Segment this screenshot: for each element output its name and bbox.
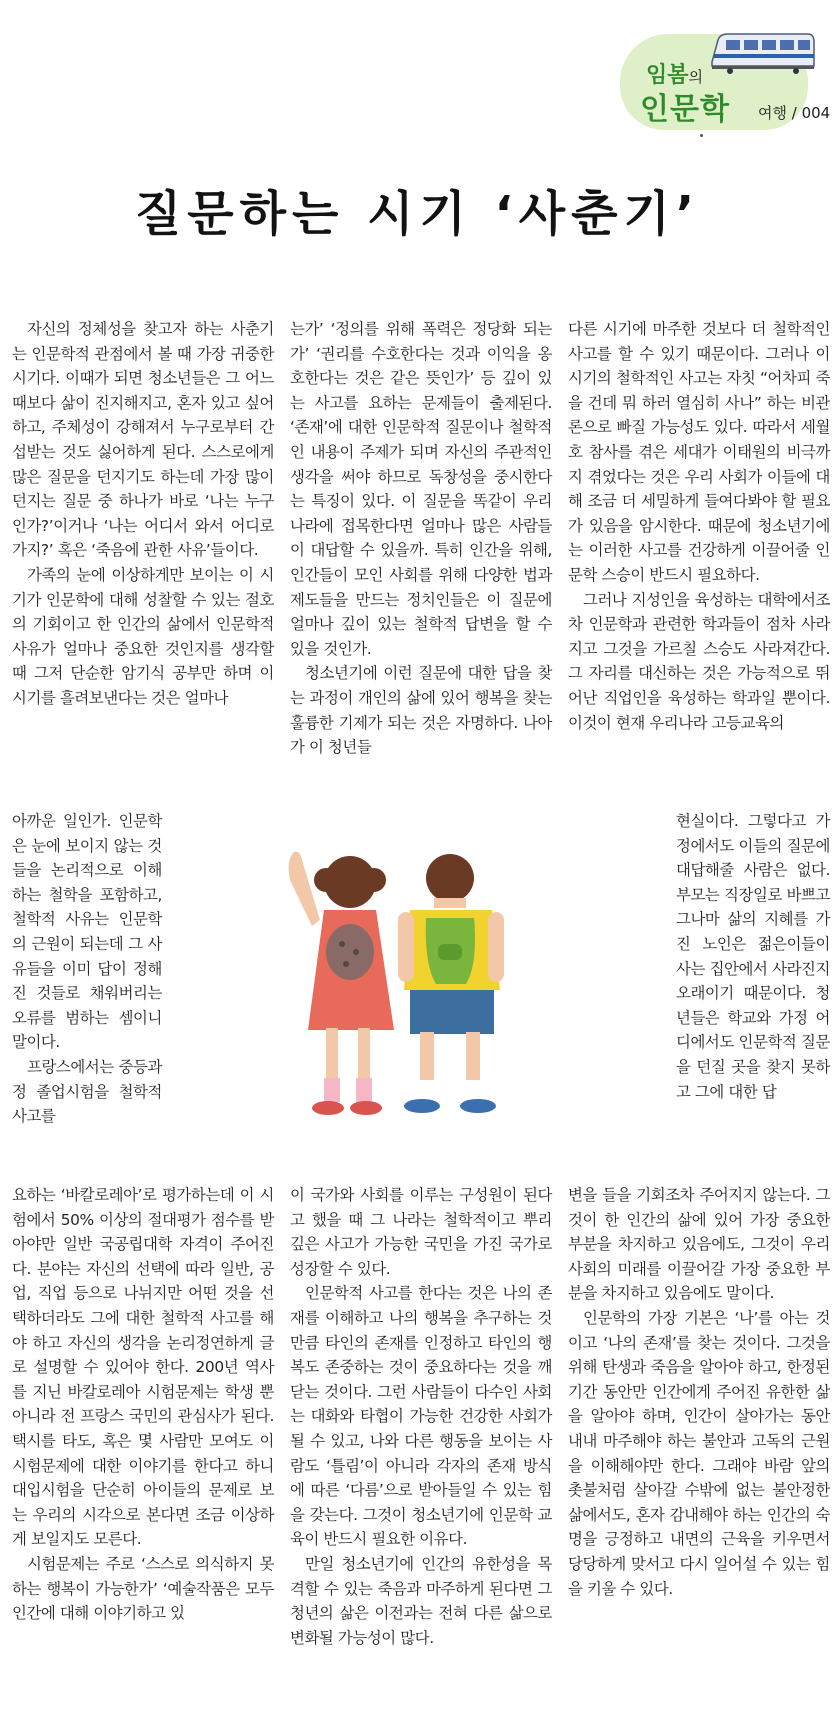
train-icon [708,22,816,82]
column-2-top [290,317,552,760]
badge-dot [700,134,703,137]
paragraph: 가족의 눈에 이상하게만 보이는 이 시기가 인문학에 대해 성찰할 수 있는 절호의 기회이고 한 인간의 삶에서 인문학적 사유가 얼마나 중요한 것인지를 생각할 때 그저 단순한 암기식 공부만 하며 이 시기를 흘려보낸다는 것은 얼마나 [12,565,274,707]
paragraph: 아까운 일인가. 인문학은 눈에 보이지 않는 것들을 논리적으로 이해하는 철학을 포함하고, 철학적 사유는 인문학의 근원이 되는데 그 사유들을 이미 답이 정해진 것들로 채워버리는 오류를 범하는 셈이니 말이다. [12,812,162,1052]
column-2-bottom [290,1183,552,1650]
column-3-top [568,317,830,735]
series-name: 인문학 [640,92,730,127]
paragraph: 요하는 ‘바칼로레아’로 평가하는데 이 시험에서 50% 이상의 절대평가 점수를 받아야만 일반 국공립대학 자격이 주어진다. 분야는 자신의 선택에 따라 일반, 공업, 직업 등으로 나뉘지만 어떤 것을 선택하더라도 그에 대한 철학적 사고를 해야 하고 자신의 생각을 논리정연하게 글로 설명할 수 있어야 한다. 200년 역사를 지닌 바칼로레아 시험문제는 학생 뿐 아니라 전 프랑스 국민의 관심사가 된다. 택시를 타도, 혹은 몇 사람만 모여도 이 시험문제에 대한 이야기를 한다고 하니 대입시험을 단순히 아이들의 문제로 보는 우리의 시각으로 본다면 조금 이상하게 보일지도 모른다. [12,1186,274,1549]
paragraph: 인문학적 사고를 한다는 것은 나의 존재를 이해하고 나의 행복을 추구하는 것만큼 타인의 존재를 인정하고 타인의 행복도 존중하는 것이 중요하다는 것을 깨닫는 것이다. 그런 사람들이 다수인 사회는 대화와 타협이 가능한 건강한 사회가 될 수 있고, 나와 다른 행동을 보이는 사람도 ‘틀림’이 아니라 각자의 존재 방식에 따른 ‘다름’으로 받아들일 수 있는 힘을 갖는다. 그것이 청소년기에 인문학 교육이 반드시 필요한 이유다. [290,1284,552,1549]
children-illustration [260,840,570,1160]
paragraph: 프랑스에서는 중등과정 졸업시험을 철학적 사고를 [12,1057,162,1126]
column-3-wrap [676,809,830,1104]
boy-figure [398,854,504,1113]
paragraph: 이 국가와 사회를 이루는 구성원이 된다고 했을 때 그 나라는 철학적이고 뿌리 깊은 사고가 가능한 국민을 가진 국가로 성장할 수 있다. [290,1186,552,1278]
column-3-bottom [568,1183,830,1601]
paragraph: 자신의 정체성을 찾고자 하는 사춘기는 인문학적 관점에서 볼 때 가장 귀중한 시기다. 이때가 되면 청소년들은 그 어느 때보다 삶이 진지해지고, 혼자 있고 싶어 하고, 주체성이 강해져서 누구로부터 간섭받는 것도 싫어하게 된다. 스스로에게 많은 질문을 던지기도 하는데 가장 많이 던지는 질문 중 하나가 바로 ‘나는 누구인가?’이거나 ‘나는 어디서 와서 어디로 가지?’ 혹은 ‘죽음에 관한 사유’들이다. [12,320,274,560]
column-1-wrap [12,809,162,1129]
paragraph: 다른 시기에 마주한 것보다 더 철학적인 사고를 할 수 있기 때문이다. 그러나 이 시기의 철학적인 사고는 자칫 “어차피 죽을 건데 뭐 하러 열심히 사나” 하는 비관론으로 빠질 가능성도 있다. 따라서 세월호 참사를 겪은 세대가 이태원의 비극까지 겪었다는 것은 우리 사회가 이들에 대해 조금 더 세밀하게 들여다봐야 할 필요가 있음을 암시한다. 때문에 청소년기에는 이러한 사고를 건강하게 이끌어줄 인문학 스승이 반드시 필요하다. [568,320,830,584]
paragraph: 시험문제는 주로 ‘스스로 의식하지 못하는 행복이 가능한가’ ‘예술작품은 모두 인간에 대해 이야기하고 있 [12,1554,274,1623]
column-1-top [12,317,274,711]
paragraph: 청소년기에 이런 질문에 대한 답을 찾는 과정이 개인의 삶에 있어 행복을 찾는 훌륭한 기제가 되는 것은 자명하다. 나아가 이 청년들 [290,664,552,757]
paragraph: 그러나 지성인을 육성하는 대학에서조차 인문학과 관련한 학과들이 점차 사라지고 그것을 가르칠 스승도 사라져간다. 그 자리를 대신하는 것은 가능적으로 뛰어난 직업인을 육성하는 학과일 뿐이다. 이것이 현재 우리나라 고등교육의 [568,590,830,732]
girl-figure [289,852,394,1115]
paragraph: 만일 청소년기에 인간의 유한성을 목격할 수 있는 죽음과 마주하게 된다면 그 청년의 삶은 이전과는 전혀 다른 삶으로 변화될 가능성이 많다. [290,1554,552,1647]
paragraph: 인문학의 가장 기본은 ‘나’를 아는 것이고 ‘나의 존재’를 찾는 것이다. 그것을 위해 탄생과 죽음을 알아야 하고, 한정된 기간 동안만 인간에게 주어진 유한한 삶을 알아야 하며, 인간이 살아가는 동안 내내 마주해야 하는 불안과 고독의 근원을 이해해야만 한다. 그래야 바람 앞의 촛불처럼 살아갈 수밖에 없는 불안정한 삶에서도, 혼자 감내해야 하는 인간의 숙명을 긍정하고 내면의 근육을 키우면서 당당하게 맞서고 다시 일어설 수 있는 힘을 키울 수 있다. [568,1308,830,1598]
series-badge [620,22,831,134]
article-title: 질문하는 시기 ‘사춘기’ [134,186,701,242]
column-1-bottom [12,1183,274,1626]
series-issue: 여행 / 004 [758,104,831,122]
paragraph: 현실이다. 그렇다고 가정에서도 이들의 질문에 대답해줄 사람은 없다. 부모는 직장일로 바쁘고 그나마 삶의 지혜를 가진 노인은 젊은이들이 사는 집안에서 사라진지 오래이기 때문이다. 청년들은 학교와 가정 어디에서도 인문학적 질문을 던질 곳을 찾지 못하고 그에 대한 답 [676,812,830,1101]
series-brand: 임봄의 [646,63,704,88]
paragraph: 변을 들을 기회조차 주어지지 않는다. 그것이 한 인간의 삶에 있어 가장 중요한 부분을 차지하고 있음에도, 그것이 우리 사회의 미래를 이끌어갈 가장 중요한 부분을 차지하고 있음에도 말이다. [568,1186,830,1303]
paragraph: 는가’ ‘정의를 위해 폭력은 정당화 되는가’ ‘권리를 수호한다는 것과 이익을 옹호한다는 것은 같은 뜻인가’ 등 깊이 있는 사고를 요하는 문제들이 출제된다. ‘존재’에 대한 인문학적 질문이나 철학적인 내용이 주제가 되며 자신의 주관적인 생각을 써야 하므로 독창성을 중시한다는 특징이 있다. 이 질문을 똑같이 우리나라에 접목한다면 얼마나 많은 사람들이 대답할 수 있을까. 특히 인간을 위해, 인간들이 모인 사회를 위해 다양한 법과 제도들을 만드는 정치인들은 이 질문에 얼마나 깊이 있는 철학적 답변을 할 수 있을 것인가. [290,320,552,658]
